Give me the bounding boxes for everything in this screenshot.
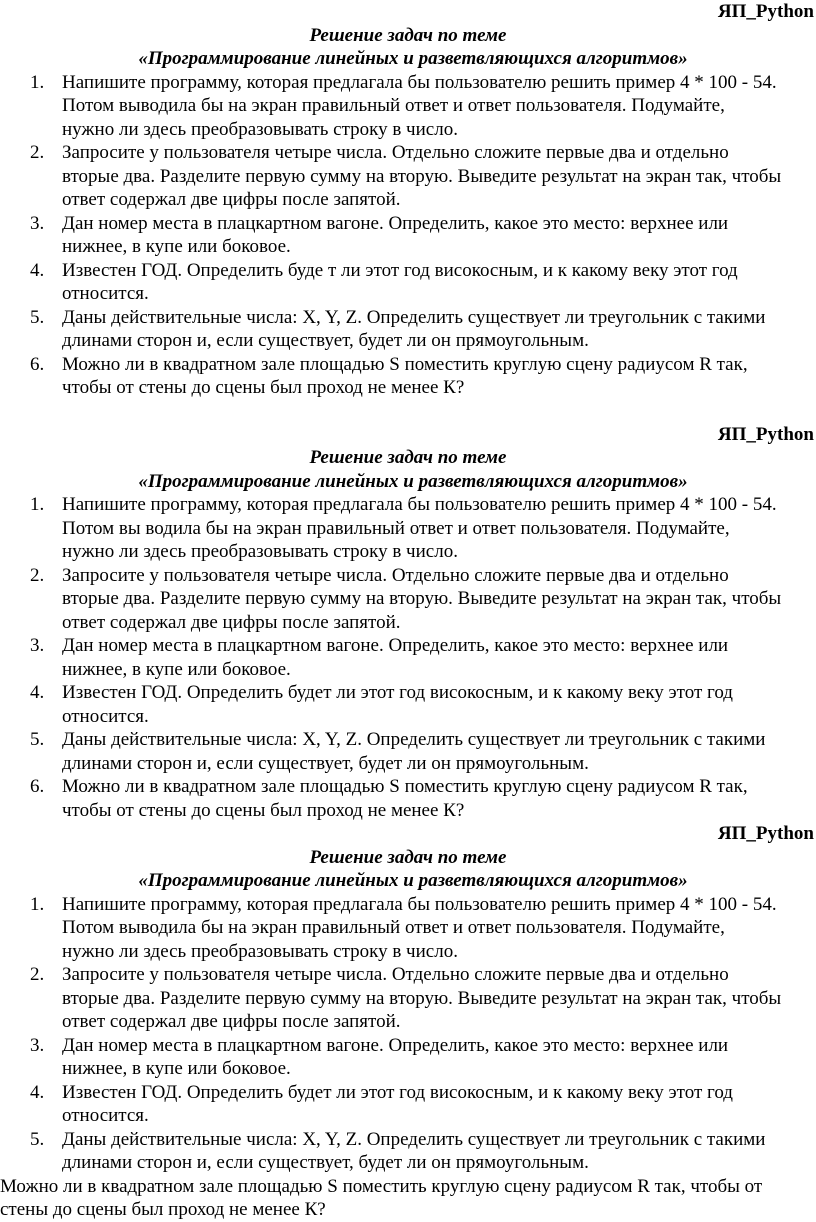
task-item [0, 212, 816, 259]
task-line: чтобы от стены до сцены был проход не менее К? [62, 377, 465, 398]
task-line: Запросите у пользователя четыре числа. Отдельно сложите первые два и отдельно [62, 564, 729, 586]
task-line: Напишите программу, которая предлагала бы пользователю решить пример 4 * 100 - 54. [62, 71, 777, 93]
task-line: Потом вы водила бы на экран правильный ответ и ответ пользователя. Подумайте, [62, 517, 730, 539]
task-number: 2. [30, 142, 45, 163]
task-number: 4. [30, 1081, 45, 1103]
task-number: 6. [30, 776, 45, 797]
task-line: нужно ли здесь преобразовывать строку в число. [62, 541, 458, 562]
task-number: 3. [30, 635, 45, 656]
task-line: Потом выводила бы на экран правильный ответ и ответ пользователя. Подумайте, [62, 917, 725, 938]
task-number: 1. [30, 71, 45, 93]
task-line: Можно ли в квадратном зале площадью S поместить круглую сцену радиусом R так, [62, 353, 748, 375]
task-item [0, 71, 816, 142]
task-item [0, 775, 816, 822]
task-line: Даны действительные числа: X, Y, Z. Определить существует ли треугольник с такими [62, 1128, 766, 1150]
task-item [0, 634, 816, 681]
task-number: 5. [30, 1128, 45, 1150]
task-line: Напишите программу, которая предлагала бы пользователю решить пример 4 * 100 - 54. [62, 893, 777, 915]
subject-tag: ЯП_Python [717, 1, 814, 22]
subject-tag: ЯП_Python [717, 423, 814, 445]
task-sheet-2 [0, 423, 816, 823]
task-item [0, 893, 816, 964]
task-item [0, 353, 816, 400]
task-line: ответ содержал две цифры после запятой. [62, 1011, 401, 1032]
task-line: относится. [62, 1105, 149, 1126]
task-line: вторые два. Разделите первую сумму на вторую. Выведите результат на экран так, чтобы [62, 588, 782, 609]
task-line: Потом выводила бы на экран правильный ответ и ответ пользователя. Подумайте, [62, 95, 725, 116]
task-line: Известен ГОД. Определить будет ли этот год високосным, и к какому веку этот год [62, 682, 733, 703]
task-line: длинами сторон и, если существует, будет ли он прямоугольным. [62, 330, 589, 351]
task-item [0, 681, 816, 728]
task-number: 1. [30, 893, 45, 915]
task-line: Напишите программу, которая предлагала бы пользователю решить пример 4 * 100 - 54. [62, 494, 777, 515]
task-line: Можно ли в квадратном зале площадью S поместить круглую сцену радиусом R так, чтобы от [0, 1175, 763, 1197]
task-line: относится. [62, 283, 149, 304]
task-line: чтобы от стены до сцены был проход не менее К? [62, 799, 465, 821]
task-item [0, 1128, 816, 1175]
task-line: стены до сцены был проход не менее К? [0, 1199, 326, 1220]
sheet-subtitle: «Программирование линейных и разветвляющихся алгоритмов» [138, 470, 688, 492]
task-line: нижнее, в купе или боковое. [62, 236, 291, 257]
task-line: Можно ли в квадратном зале площадью S поместить круглую сцену радиусом R так, [62, 776, 748, 797]
sheet-subtitle: «Программирование линейных и разветвляющихся алгоритмов» [138, 870, 688, 891]
task-item [0, 963, 816, 1034]
task-item [0, 728, 816, 775]
task-item [0, 141, 816, 212]
sheet-subtitle: «Программирование линейных и разветвляющихся алгоритмов» [138, 48, 688, 69]
sheet-title: Решение задач по теме [309, 846, 507, 868]
task-line: Дан номер места в плацкартном вагоне. Определить, какое это место: верхнее или [62, 212, 729, 234]
task-line: нужно ли здесь преобразовывать строку в число. [62, 940, 458, 962]
task-line: длинами сторон и, если существует, будет ли он прямоугольным. [62, 1152, 589, 1173]
task-line: Известен ГОД. Определить будет ли этот год високосным, и к какому веку этот год [62, 1081, 733, 1103]
task-line: нижнее, в купе или боковое. [62, 1058, 291, 1079]
task-line: Запросите у пользователя четыре числа. Отдельно сложите первые два и отдельно [62, 964, 729, 985]
task-line: вторые два. Разделите первую сумму на вторую. Выведите результат на экран так, чтобы [62, 165, 782, 187]
task-list [0, 71, 816, 400]
task-number: 1. [30, 494, 45, 515]
task-number: 2. [30, 564, 45, 586]
task-item [0, 564, 816, 635]
task-line: нужно ли здесь преобразовывать строку в число. [62, 118, 458, 140]
task-number: 4. [30, 682, 45, 703]
task-sheet-3 [0, 822, 816, 1222]
task-line: Даны действительные числа: X, Y, Z. Определить существует ли треугольник с такими [62, 306, 766, 328]
task-line: ответ содержал две цифры после запятой. [62, 189, 401, 210]
task-number: 3. [30, 212, 45, 234]
task-line: вторые два. Разделите первую сумму на вторую. Выведите результат на экран так, чтобы [62, 987, 782, 1009]
task-line: Дан номер места в плацкартном вагоне. Определить, какое это место: верхнее или [62, 1034, 729, 1056]
task-item [0, 1081, 816, 1128]
task-line: Даны действительные числа: X, Y, Z. Определить существует ли треугольник с такими [62, 729, 766, 750]
task-line: Запросите у пользователя четыре числа. Отдельно сложите первые два и отдельно [62, 142, 729, 163]
task-list [0, 893, 816, 1175]
task-item [0, 306, 816, 353]
task-number: 5. [30, 729, 45, 750]
task-item [0, 493, 816, 564]
task-item [0, 259, 816, 306]
task-number: 4. [30, 259, 45, 281]
task-number: 3. [30, 1034, 45, 1056]
subject-tag: ЯП_Python [717, 823, 814, 844]
task-line: длинами сторон и, если существует, будет ли он прямоугольным. [62, 752, 589, 774]
task-sheet-1 [0, 0, 816, 400]
task-list [0, 493, 816, 822]
sheet-title: Решение задач по теме [309, 447, 507, 468]
task-number: 2. [30, 964, 45, 985]
task-line: Известен ГОД. Определить буде т ли этот год високосным, и к какому веку этот год [62, 259, 738, 281]
task-line: нижнее, в купе или боковое. [62, 658, 291, 680]
task-line: относится. [62, 705, 149, 727]
task-number: 5. [30, 306, 45, 328]
sheet-title: Решение задач по теме [309, 24, 507, 46]
task-line: ответ содержал две цифры после запятой. [62, 611, 401, 633]
task-line: Дан номер места в плацкартном вагоне. Определить, какое это место: верхнее или [62, 635, 729, 656]
unnumbered-task [0, 1175, 816, 1222]
task-number: 6. [30, 353, 45, 375]
task-item [0, 1034, 816, 1081]
